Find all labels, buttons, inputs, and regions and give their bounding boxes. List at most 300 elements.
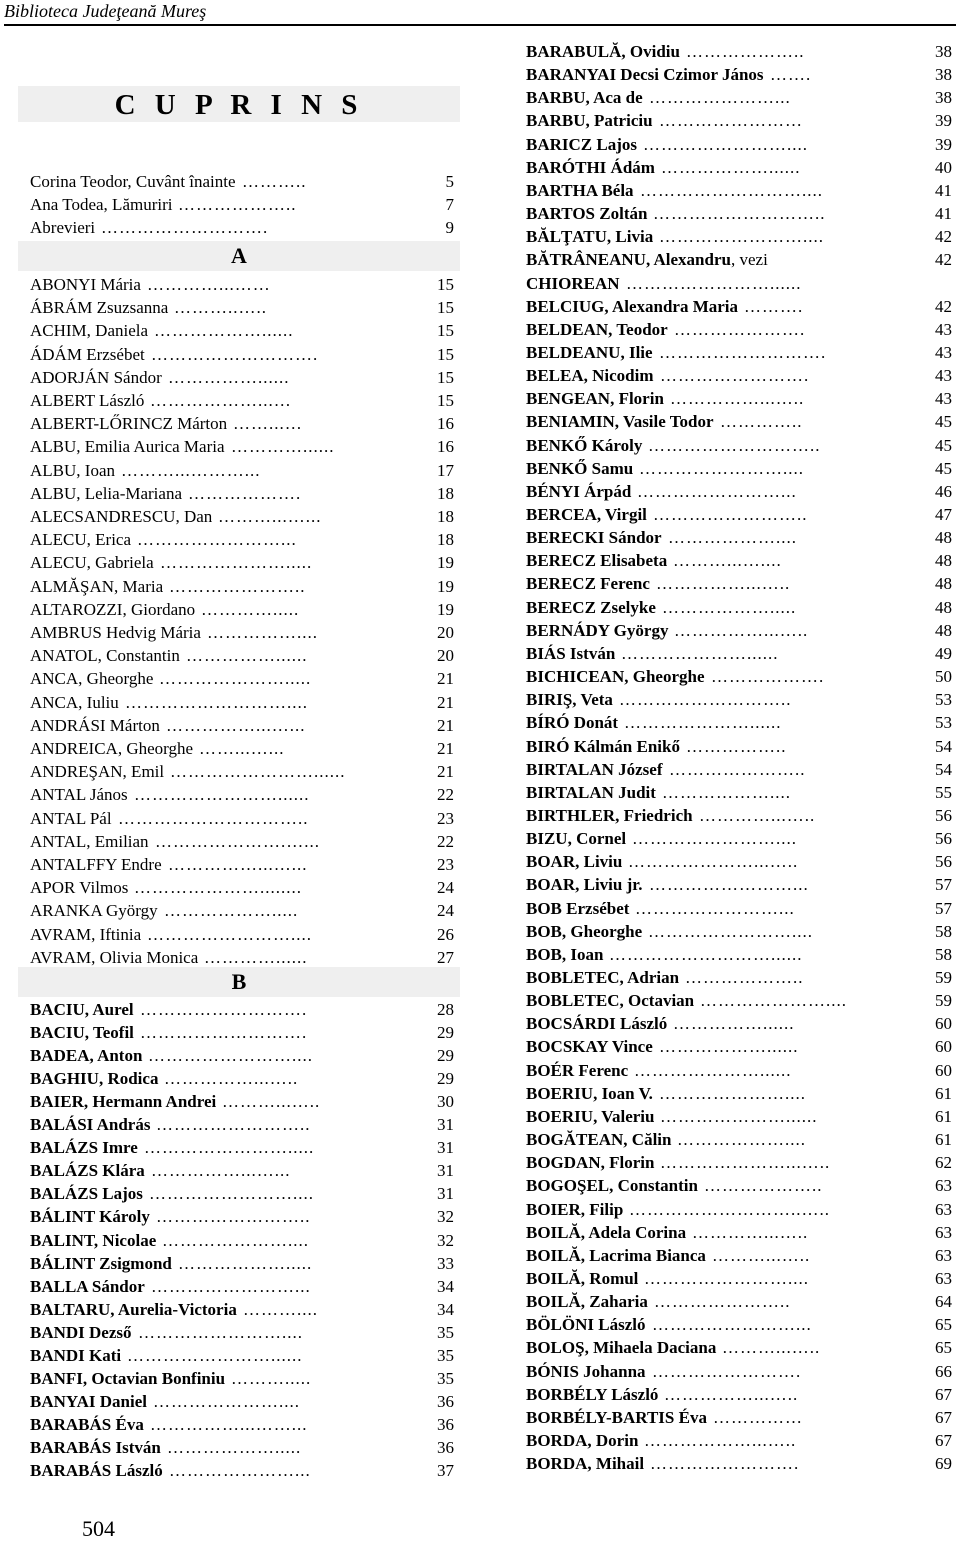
toc-entry bbox=[18, 621, 460, 644]
toc-entry bbox=[18, 528, 460, 551]
entry-page: 43 bbox=[935, 366, 952, 386]
entry-name: BELDEAN, Teodor bbox=[526, 319, 668, 339]
entry-page: 59 bbox=[935, 968, 952, 987]
entry-page: 67 bbox=[935, 1431, 952, 1450]
entry-dots: ……………………...... bbox=[626, 273, 802, 293]
entry-dots: …………………….... bbox=[147, 924, 312, 944]
entry-name: BÁLINT Károly bbox=[30, 1207, 150, 1227]
entry-dots: ………..….. bbox=[174, 298, 267, 318]
entry-name: BENIAMIN, Vasile Todor bbox=[526, 412, 714, 432]
toc-entry bbox=[518, 248, 952, 271]
entry-name: AVRAM, Iftinia bbox=[30, 924, 142, 944]
toc-entry bbox=[518, 1059, 952, 1082]
entry-name: BALTARU, Aurelia-Victoria bbox=[30, 1299, 237, 1319]
entry-name: BARABÁS István bbox=[30, 1437, 161, 1457]
entry-name: APOR Vilmos bbox=[30, 878, 129, 898]
entry-dots: ……………………….... bbox=[125, 692, 308, 712]
toc-entry bbox=[518, 572, 952, 595]
entry-name: ACHIM, Daniela bbox=[30, 321, 149, 341]
entry-page: 24 bbox=[437, 901, 454, 921]
entry-name: BALINT, Nicolae bbox=[30, 1230, 157, 1250]
toc-entry bbox=[518, 1082, 952, 1105]
entry-dots: …………………… bbox=[659, 111, 803, 131]
entry-page: 53 bbox=[935, 713, 952, 733]
entry-dots: ……………...….. bbox=[674, 620, 809, 640]
entry-dots: ……………………...... bbox=[134, 785, 310, 805]
entry-page: 60 bbox=[935, 1060, 952, 1080]
entry-name: BERECZ Zselyke bbox=[526, 597, 656, 617]
toc-entry bbox=[18, 1298, 460, 1321]
toc-entry bbox=[18, 193, 460, 216]
toc-entry bbox=[18, 1182, 460, 1205]
entry-page: 42 bbox=[935, 296, 952, 316]
toc-entry bbox=[518, 1452, 952, 1475]
entry-page: 21 bbox=[437, 669, 454, 689]
entry-dots: ……………...….. bbox=[670, 389, 805, 409]
toc-entry bbox=[518, 1151, 952, 1174]
toc-entry bbox=[18, 1113, 460, 1136]
entry-page: 15 bbox=[437, 321, 454, 341]
entry-dots: ……………………... bbox=[649, 875, 809, 895]
entry-dots: ……….. bbox=[242, 172, 307, 191]
entry-page: 43 bbox=[935, 342, 952, 362]
toc-entry bbox=[518, 1267, 952, 1290]
entry-page: 31 bbox=[437, 1115, 454, 1135]
entry-dots: …………………….... bbox=[648, 921, 813, 941]
entry-dots: …………………...... bbox=[634, 1060, 792, 1080]
entry-page: 36 bbox=[437, 1391, 454, 1411]
toc-entry bbox=[518, 781, 952, 804]
entry-name: ÁBRÁM Zsuzsanna bbox=[30, 298, 169, 318]
entry-dots: ………………..... bbox=[662, 597, 797, 617]
entry-name: BARICZ Lajos bbox=[526, 134, 637, 154]
entry-dots: ………………………….. bbox=[118, 808, 309, 828]
entry-name: AMBRUS Hedvig Mária bbox=[30, 623, 201, 642]
entry-page: 23 bbox=[437, 855, 454, 874]
entry-page: 23 bbox=[437, 808, 454, 828]
entry-name: BORBÉLY-BARTIS Éva bbox=[526, 1407, 707, 1427]
entry-page: 37 bbox=[437, 1461, 454, 1480]
toc-entry bbox=[18, 1136, 460, 1159]
entry-dots: …………………….... bbox=[632, 829, 797, 849]
entry-dots: ………………….... bbox=[153, 1391, 300, 1411]
entry-dots: ………...………... bbox=[121, 460, 261, 480]
entry-name: BOLOŞ, Mihaela Daciana bbox=[526, 1338, 717, 1358]
entry-suffix: , vezi bbox=[730, 250, 768, 270]
entry-name: BÖLÖNI László bbox=[526, 1315, 646, 1335]
toc-entry bbox=[518, 735, 952, 758]
entry-page: 35 bbox=[437, 1345, 454, 1365]
entry-page: 45 bbox=[935, 435, 952, 455]
entry-dots: …………………….... bbox=[148, 1046, 313, 1066]
entry-dots: ……………….... bbox=[662, 782, 791, 802]
entry-name: ALBERT-LŐRINCZ Márton bbox=[30, 414, 228, 434]
entry-dots: …………….... bbox=[207, 623, 318, 642]
entry-name: ADORJÁN Sándor bbox=[30, 367, 162, 387]
toc-entry bbox=[518, 341, 952, 364]
entry-page: 53 bbox=[935, 690, 952, 710]
entry-page: 65 bbox=[935, 1338, 952, 1358]
entry-page: 56 bbox=[935, 805, 952, 825]
entry-name: BARABÁS László bbox=[30, 1461, 163, 1480]
entry-name: ÁDÁM Erzsébet bbox=[30, 344, 145, 364]
entry-page: 15 bbox=[437, 367, 454, 387]
toc-entry bbox=[18, 998, 460, 1021]
toc-entry bbox=[18, 273, 460, 296]
entry-page: 26 bbox=[437, 924, 454, 944]
entry-name: BOERIU, Ioan V. bbox=[526, 1083, 653, 1103]
entry-name: BOAR, Liviu bbox=[526, 852, 623, 872]
entry-name: AVRAM, Olivia Monica bbox=[30, 947, 199, 967]
entry-dots: ……………….. bbox=[685, 968, 804, 987]
entry-dots: …………… bbox=[713, 1407, 803, 1427]
entry-dots: ………………...... bbox=[154, 321, 294, 341]
entry-page: 63 bbox=[935, 1268, 952, 1288]
toc-entry bbox=[18, 366, 460, 389]
entry-page: 43 bbox=[935, 389, 952, 409]
entry-name: BOILĂ, Adela Corina bbox=[526, 1222, 687, 1242]
entry-page: 58 bbox=[935, 921, 952, 941]
entry-dots: ………………………. bbox=[659, 342, 827, 362]
entry-page: 33 bbox=[437, 1253, 454, 1273]
toc-entry bbox=[18, 1321, 460, 1344]
toc-entry bbox=[18, 1021, 460, 1044]
entry-dots: ……………………. bbox=[650, 1454, 800, 1474]
toc-entry bbox=[518, 526, 952, 549]
toc-entry bbox=[18, 435, 460, 458]
entry-page: 16 bbox=[437, 414, 454, 434]
toc-entry bbox=[18, 296, 460, 319]
entry-name: BARABULĂ, Ovidiu bbox=[526, 42, 680, 61]
entry-dots: …………………….... bbox=[138, 1322, 303, 1342]
entry-dots: …………………... bbox=[649, 88, 791, 108]
entry-page: 29 bbox=[437, 1023, 454, 1043]
entry-dots: …………………….... bbox=[149, 1184, 314, 1204]
entry-name: BIRTALAN Judit bbox=[526, 782, 656, 802]
toc-entry bbox=[18, 667, 460, 690]
entry-page: 36 bbox=[437, 1414, 454, 1434]
entry-dots: ………………………. bbox=[140, 1023, 308, 1043]
entry-dots: ……...… bbox=[233, 414, 303, 434]
entry-dots: ……………...…... bbox=[151, 1161, 291, 1181]
entry-name: BORBÉLY László bbox=[526, 1384, 659, 1404]
entry-page: 45 bbox=[935, 458, 952, 478]
entry-page: 38 bbox=[935, 42, 952, 61]
toc-entry bbox=[18, 319, 460, 342]
entry-page: 19 bbox=[437, 576, 454, 596]
toc-entry bbox=[518, 758, 952, 781]
entry-page: 22 bbox=[437, 785, 454, 805]
entry-page: 7 bbox=[445, 195, 454, 214]
entry-name: ANTALFFY Endre bbox=[30, 855, 162, 874]
entry-dots: ………………..... bbox=[167, 1437, 302, 1457]
entry-dots: ………………….. bbox=[169, 576, 306, 596]
entry-name: BANDI Kati bbox=[30, 1345, 122, 1365]
entry-name: ANTAL, Emilian bbox=[30, 831, 149, 851]
entry-name: ANCA, Iuliu bbox=[30, 692, 119, 712]
toc-entry bbox=[18, 691, 460, 714]
entry-name: BÍRÓ Donát bbox=[526, 713, 619, 733]
toc-entry bbox=[518, 387, 952, 410]
toc-entry bbox=[518, 156, 952, 179]
toc-entry bbox=[18, 1205, 460, 1228]
entry-name: BALÁSI András bbox=[30, 1115, 151, 1135]
entry-page: 63 bbox=[935, 1176, 952, 1196]
entry-name: BENKŐ Samu bbox=[526, 458, 634, 478]
entry-page: 54 bbox=[935, 759, 952, 779]
entry-page: 57 bbox=[935, 875, 952, 895]
toc-entry bbox=[518, 619, 952, 642]
entry-page: 67 bbox=[935, 1407, 952, 1427]
toc-entry bbox=[518, 1221, 952, 1244]
entry-dots: ………...…... bbox=[218, 507, 322, 526]
entry-page: 43 bbox=[935, 319, 952, 339]
entry-page: 20 bbox=[437, 646, 454, 666]
entry-name: BICHICEAN, Gheorghe bbox=[526, 667, 705, 687]
toc-entry bbox=[518, 410, 952, 433]
entry-dots: ……………...….. bbox=[164, 1069, 299, 1089]
entry-page: 67 bbox=[935, 1384, 952, 1404]
entry-page: 15 bbox=[437, 344, 454, 364]
entry-name: BÁLINT Zsigmond bbox=[30, 1253, 172, 1273]
entry-page: 48 bbox=[935, 620, 952, 640]
entry-dots: ……………………….... bbox=[640, 180, 823, 200]
entry-page: 30 bbox=[437, 1092, 454, 1112]
toc-entry bbox=[518, 1383, 952, 1406]
toc-entry bbox=[518, 295, 952, 318]
entry-page: 49 bbox=[935, 643, 952, 663]
entry-dots: ………………. bbox=[711, 667, 825, 687]
toc-entry bbox=[518, 1313, 952, 1336]
entry-dots: ………. bbox=[744, 296, 804, 316]
entry-name: BALÁZS Imre bbox=[30, 1138, 138, 1158]
entry-dots: …………………….... bbox=[639, 458, 804, 478]
entry-dots: …………………...... bbox=[624, 713, 782, 733]
entry-dots: ………………………. bbox=[101, 218, 269, 237]
entry-name: BIRÓ Kálmán Enikő bbox=[526, 736, 680, 756]
entry-dots: ……………….. bbox=[686, 42, 805, 61]
entry-dots: …………………........ bbox=[134, 878, 302, 898]
toc-entry bbox=[518, 897, 952, 920]
toc-entry bbox=[18, 714, 460, 737]
toc-entry bbox=[18, 412, 460, 435]
entry-page: 20 bbox=[437, 623, 454, 642]
section-letter-a: A bbox=[18, 241, 460, 271]
toc-entry bbox=[518, 1198, 952, 1221]
entry-name: BERNÁDY György bbox=[526, 620, 669, 640]
toc-entry bbox=[18, 946, 460, 969]
entry-dots: …………...….. bbox=[699, 805, 816, 825]
toc-entry bbox=[18, 1275, 460, 1298]
entry-dots: ……………………...... bbox=[127, 1345, 303, 1365]
toc-entry bbox=[18, 575, 460, 598]
entry-dots: ……...…... bbox=[199, 739, 285, 758]
entry-name: ANDREICA, Gheorghe bbox=[30, 739, 194, 758]
entry-dots: ……………...……... bbox=[150, 1414, 308, 1434]
entry-name: BOB, Ioan bbox=[526, 944, 604, 964]
entry-dots: ……………...... bbox=[168, 367, 290, 387]
entry-name: BOCSKAY Vince bbox=[526, 1037, 653, 1057]
entry-dots: ………………….…... bbox=[155, 831, 320, 851]
entry-dots: ……………...... bbox=[673, 1014, 795, 1034]
toc-entry bbox=[518, 1290, 952, 1313]
entry-page: 16 bbox=[437, 437, 454, 457]
entry-name: BARTHA Béla bbox=[526, 180, 634, 200]
toc-entry bbox=[518, 665, 952, 688]
entry-name: CHIOREAN bbox=[526, 273, 620, 293]
entry-dots: ……………….... bbox=[668, 528, 797, 548]
entry-name: BARÓTHI Ádám bbox=[526, 157, 655, 177]
entry-page: 18 bbox=[437, 507, 454, 526]
entry-dots: ………………………. bbox=[151, 344, 319, 364]
entry-page: 47 bbox=[935, 505, 952, 524]
entry-name: BALÁZS Klára bbox=[30, 1161, 145, 1181]
entry-page: 15 bbox=[437, 391, 454, 410]
entry-name: Abrevieri bbox=[30, 218, 96, 237]
entry-dots: …………..... bbox=[201, 599, 300, 619]
toc-entry bbox=[518, 943, 952, 966]
toc-entry bbox=[518, 920, 952, 943]
toc-entry bbox=[518, 688, 952, 711]
entry-name: BOILĂ, Romul bbox=[526, 1268, 639, 1288]
entry-dots: ……………………. bbox=[660, 366, 810, 386]
toc-entry bbox=[18, 551, 460, 574]
entry-name: BOB Erzsébet bbox=[526, 898, 630, 918]
entry-page: 9 bbox=[445, 218, 454, 237]
entry-dots: ……………………... bbox=[635, 898, 795, 918]
entry-name: BIÁS István bbox=[526, 643, 616, 663]
entry-page: 48 bbox=[935, 574, 952, 594]
entry-page: 15 bbox=[437, 275, 454, 294]
toc-entry bbox=[518, 1012, 952, 1035]
entry-page: 32 bbox=[437, 1207, 454, 1227]
entry-dots: ………………...... bbox=[661, 157, 801, 177]
library-name: Biblioteca Judeţeană Mureş bbox=[4, 1, 207, 21]
entry-dots: ……. bbox=[770, 65, 812, 85]
entry-page: 34 bbox=[437, 1299, 454, 1319]
entry-name: ALECU, Gabriela bbox=[30, 553, 154, 573]
entry-page: 15 bbox=[437, 298, 454, 318]
entry-dots: ………………………...... bbox=[609, 944, 803, 964]
entry-page: 19 bbox=[437, 599, 454, 619]
entry-name: BERECKI Sándor bbox=[526, 528, 662, 548]
entry-dots: …………...….. bbox=[692, 1222, 809, 1242]
entry-name: ALBU, Emilia Aurica Maria bbox=[30, 437, 225, 457]
toc-entry bbox=[18, 343, 460, 366]
entry-dots: ……….... bbox=[243, 1299, 318, 1319]
entry-page: 39 bbox=[935, 134, 952, 154]
toc-entry bbox=[18, 783, 460, 806]
entry-dots: ……………………... bbox=[137, 530, 297, 550]
entry-page: 65 bbox=[935, 1315, 952, 1335]
toc-entry bbox=[518, 1336, 952, 1359]
entry-dots: ……………...…... bbox=[166, 715, 306, 735]
entry-dots: ………………..... bbox=[178, 1253, 313, 1273]
entry-page: 57 bbox=[935, 898, 952, 918]
entry-name: BELDEANU, Ilie bbox=[526, 342, 653, 362]
entry-page: 5 bbox=[445, 172, 454, 191]
toc-entry bbox=[18, 1159, 460, 1182]
toc-entry bbox=[518, 364, 952, 387]
entry-dots: …………………...….. bbox=[628, 852, 799, 872]
entry-name: ALBU, Lelia-Mariana bbox=[30, 483, 182, 503]
running-header bbox=[4, 0, 956, 26]
entry-page: 41 bbox=[935, 180, 952, 200]
entry-dots: …………………….. bbox=[156, 1207, 311, 1227]
entry-dots: …………………….... bbox=[643, 134, 808, 154]
entry-page: 61 bbox=[935, 1083, 952, 1103]
entry-name: BIRTHLER, Friedrich bbox=[526, 805, 693, 825]
entry-page: 19 bbox=[437, 553, 454, 573]
entry-name: BARABÁS Éva bbox=[30, 1414, 144, 1434]
entry-name: BÓNIS Johanna bbox=[526, 1361, 646, 1381]
entry-name: ABONYI Mária bbox=[30, 275, 141, 294]
entry-name: ALBERT László bbox=[30, 391, 145, 410]
entry-page: 24 bbox=[437, 878, 454, 898]
toc-entry bbox=[518, 318, 952, 341]
entry-name: BOGĂTEAN, Călin bbox=[526, 1130, 672, 1150]
entry-dots: …………….. bbox=[686, 736, 787, 756]
entry-dots: ……………………….. bbox=[653, 204, 826, 224]
entry-dots: ……………...…... bbox=[168, 855, 308, 874]
toc-entry bbox=[518, 86, 952, 109]
entry-dots: …………………..... bbox=[159, 669, 312, 689]
entry-page: 21 bbox=[437, 739, 454, 758]
entry-page: 48 bbox=[935, 597, 952, 617]
entry-name: BACIU, Aurel bbox=[30, 1000, 134, 1019]
toc-entry bbox=[518, 1360, 952, 1383]
entry-name: BENGEAN, Florin bbox=[526, 389, 664, 409]
entry-dots: ………………...….. bbox=[644, 1431, 797, 1450]
entry-page: 18 bbox=[437, 530, 454, 550]
entry-page: 69 bbox=[935, 1454, 952, 1474]
entry-page: 63 bbox=[935, 1245, 952, 1265]
section-letter-b: B bbox=[18, 967, 460, 997]
entry-name: BARBU, Aca de bbox=[526, 88, 643, 108]
entry-name: BOGDAN, Florin bbox=[526, 1153, 655, 1173]
entry-name: BERECZ Elisabeta bbox=[526, 551, 668, 571]
entry-name: BALLA Sándor bbox=[30, 1276, 145, 1296]
toc-entry bbox=[518, 1429, 952, 1452]
toc-entry bbox=[518, 457, 952, 480]
toc-entry bbox=[518, 989, 952, 1012]
entry-name: BAGHIU, Rodica bbox=[30, 1069, 159, 1089]
entry-name: BOILĂ, Zaharia bbox=[526, 1292, 648, 1312]
entry-dots: ………………. bbox=[188, 483, 302, 503]
entry-name: BELEA, Nicodim bbox=[526, 366, 654, 386]
entry-page: 35 bbox=[437, 1368, 454, 1388]
toc-entry bbox=[518, 1105, 952, 1128]
entry-page: 63 bbox=[935, 1199, 952, 1219]
toc-entry bbox=[18, 899, 460, 922]
entry-dots: ……………………... bbox=[637, 481, 797, 501]
entry-name: BIRTALAN József bbox=[526, 759, 663, 779]
entry-name: BANFI, Octavian Bonfiniu bbox=[30, 1368, 226, 1388]
entry-dots: …………………...... bbox=[621, 643, 779, 663]
entry-dots: ……………….. bbox=[704, 1176, 823, 1196]
toc-entry bbox=[518, 642, 952, 665]
entry-name: BARANYAI Decsi Czimor János bbox=[526, 65, 764, 85]
entry-dots: …………………...….. bbox=[660, 1153, 831, 1173]
entry-dots: ………….. bbox=[720, 412, 803, 432]
toc-entry bbox=[18, 760, 460, 783]
entry-name: BOAR, Liviu jr. bbox=[526, 875, 643, 895]
entry-name: BOCSÁRDI László bbox=[526, 1014, 668, 1034]
entry-name: BIRIŞ, Veta bbox=[526, 690, 613, 710]
entry-dots: ………………………. bbox=[140, 1000, 308, 1019]
toc-entry bbox=[18, 1367, 460, 1390]
entry-name: BOBLETEC, Octavian bbox=[526, 991, 695, 1011]
